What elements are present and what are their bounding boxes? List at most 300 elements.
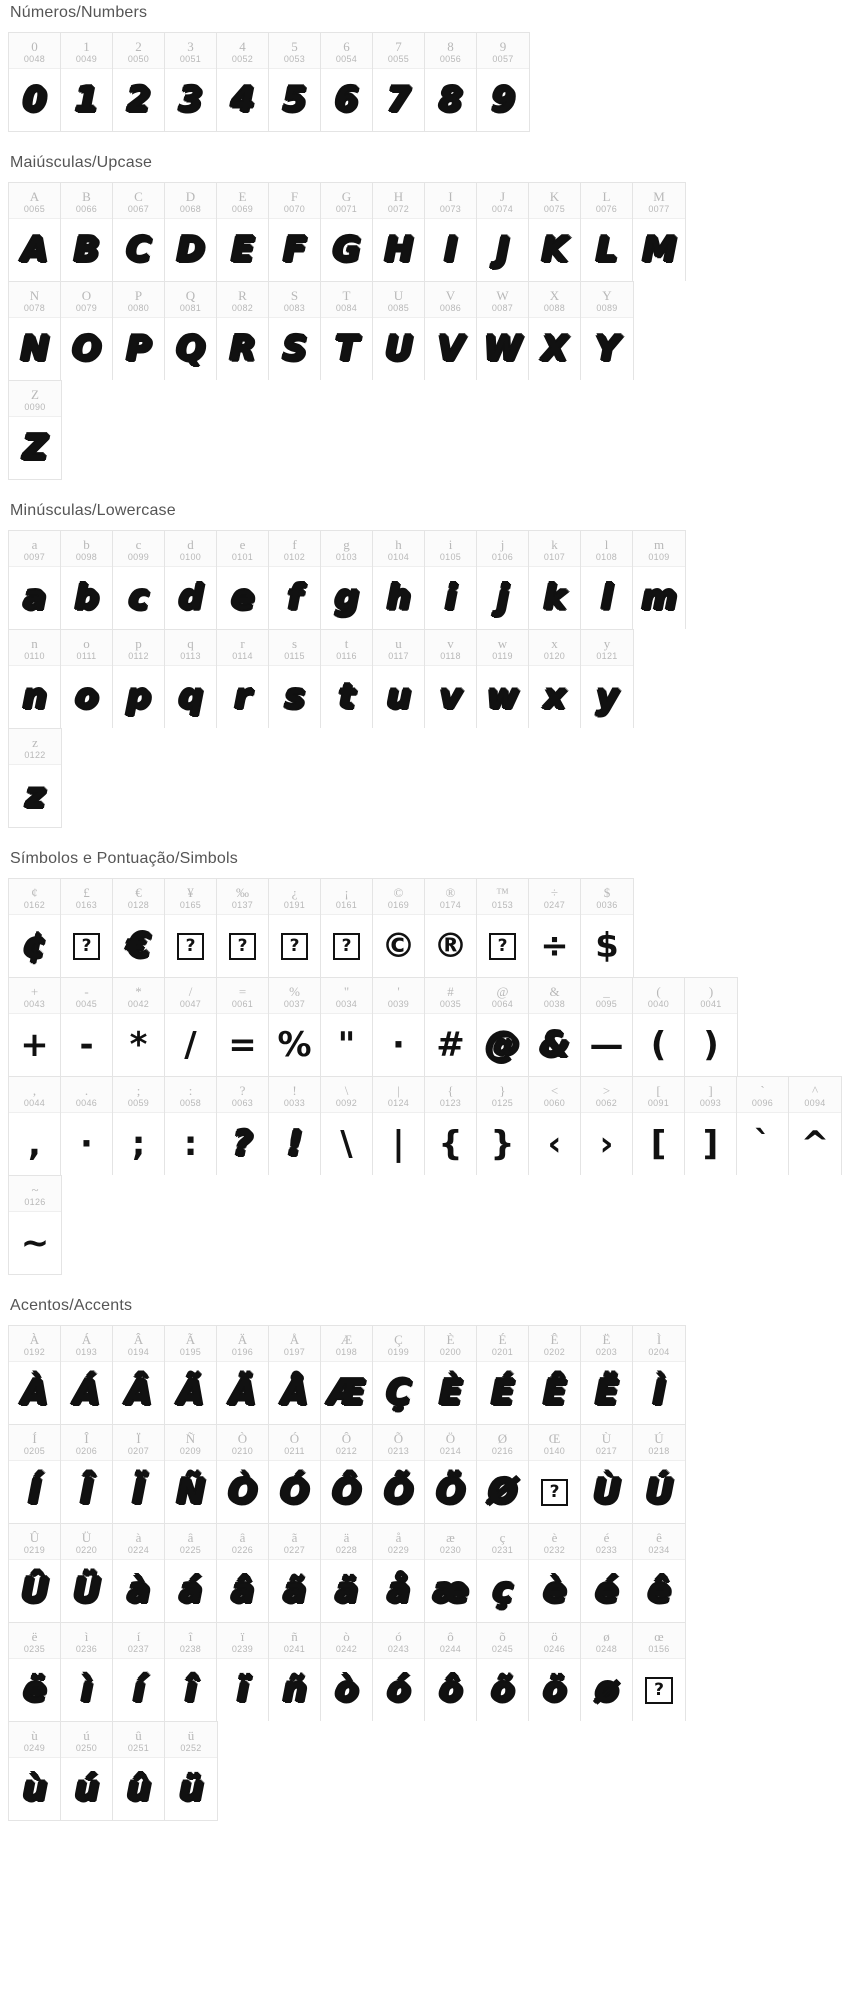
glyph-cell[interactable] — [269, 978, 321, 1076]
glyph-code-label: 0042 — [127, 998, 150, 1009]
glyph-cell[interactable] — [529, 531, 581, 629]
glyph-cell[interactable] — [477, 531, 529, 629]
glyph-cell[interactable] — [477, 879, 529, 977]
glyph-cell[interactable] — [581, 1623, 633, 1721]
glyph-cell[interactable] — [373, 978, 425, 1076]
glyph-cell-header — [9, 879, 60, 915]
glyph-cell[interactable] — [581, 183, 633, 281]
glyph-cell[interactable] — [685, 978, 737, 1076]
glyph-cell[interactable] — [165, 1524, 217, 1622]
glyph-character-label: ã — [291, 1529, 298, 1545]
glyph-cell[interactable] — [9, 531, 61, 629]
glyph-cell[interactable] — [477, 1077, 529, 1175]
glyph-cell[interactable] — [529, 1623, 581, 1721]
glyph-cell[interactable] — [61, 1425, 113, 1523]
glyph-cell[interactable] — [217, 1623, 269, 1721]
glyph-preview: ì — [81, 1670, 92, 1710]
glyph-character-label: { — [447, 1082, 454, 1098]
glyph-cell[interactable] — [61, 879, 113, 977]
glyph-code-label: 0198 — [335, 1346, 358, 1357]
glyph-code-label: 0156 — [648, 1643, 670, 1654]
glyph-cell-header — [373, 1524, 424, 1560]
glyph-character-label: ¥ — [187, 884, 194, 900]
glyph-cell[interactable] — [529, 1077, 581, 1175]
glyph-character-label: 1 — [83, 38, 90, 54]
glyph-cell[interactable] — [425, 1425, 477, 1523]
glyph-preview: ò — [335, 1670, 358, 1710]
glyph-cell[interactable] — [373, 531, 425, 629]
glyph-cell[interactable] — [737, 1077, 789, 1175]
glyph-cell[interactable] — [529, 282, 581, 380]
glyph-cell[interactable] — [373, 1524, 425, 1622]
glyph-cell[interactable] — [165, 183, 217, 281]
glyph-cell[interactable] — [113, 531, 165, 629]
glyph-cell[interactable] — [61, 1722, 113, 1820]
glyph-preview: Ö — [436, 1472, 465, 1512]
glyph-character-label: / — [188, 983, 193, 999]
glyph-cell[interactable] — [217, 33, 269, 131]
glyph-code-label: 0037 — [283, 998, 306, 1009]
glyph-cell[interactable] — [269, 183, 321, 281]
glyph-code-label: 0137 — [231, 899, 254, 910]
charmap-section — [0, 846, 830, 1275]
glyph-code-label: 0228 — [335, 1544, 358, 1555]
glyph-cell[interactable] — [9, 183, 61, 281]
glyph-cell[interactable] — [321, 1077, 373, 1175]
glyph-preview: O — [72, 329, 101, 369]
glyph-cell[interactable] — [113, 879, 165, 977]
glyph-cell[interactable] — [373, 33, 425, 131]
glyph-character-label: > — [602, 1082, 611, 1098]
glyph-cell[interactable] — [321, 33, 373, 131]
glyph-cell[interactable] — [529, 978, 581, 1076]
glyph-cell[interactable] — [321, 630, 373, 728]
glyph-grid — [8, 182, 722, 480]
glyph-cell[interactable] — [373, 282, 425, 380]
glyph-cell[interactable] — [217, 630, 269, 728]
glyph-cell[interactable] — [581, 531, 633, 629]
glyph-cell[interactable] — [633, 183, 685, 281]
glyph-cell[interactable] — [373, 1425, 425, 1523]
glyph-preview: è — [543, 1571, 566, 1611]
glyph-character-label: , — [32, 1082, 37, 1098]
glyph-code-label: 0169 — [387, 899, 410, 910]
glyph-cell[interactable] — [9, 1623, 61, 1721]
glyph-character-label: ' — [397, 983, 400, 999]
glyph-code-label: 0085 — [387, 302, 410, 313]
glyph-cell[interactable] — [321, 1524, 373, 1622]
glyph-preview: î — [185, 1670, 196, 1710]
glyph-cell[interactable] — [165, 1326, 217, 1424]
glyph-cell-header — [9, 729, 61, 765]
glyph-character-label: à — [135, 1529, 142, 1545]
glyph-code-label: 0236 — [75, 1643, 98, 1654]
glyph-preview: å — [387, 1571, 410, 1611]
glyph-cell[interactable] — [581, 1524, 633, 1622]
glyph-preview: Ò — [228, 1472, 257, 1512]
glyph-cell-header — [61, 183, 112, 219]
glyph-code-label: 0084 — [335, 302, 358, 313]
glyph-cell[interactable] — [269, 1326, 321, 1424]
glyph-cell[interactable] — [425, 879, 477, 977]
glyph-cell[interactable] — [477, 1623, 529, 1721]
glyph-character-label: Z — [31, 386, 39, 402]
glyph-character-label: ™ — [496, 884, 509, 900]
glyph-code-label: 0140 — [543, 1445, 566, 1456]
glyph-cell-header — [217, 1425, 268, 1461]
glyph-cell[interactable] — [581, 978, 633, 1076]
glyph-cell[interactable] — [61, 33, 113, 131]
glyph-code-label: 0205 — [23, 1445, 46, 1456]
glyph-cell[interactable] — [113, 1425, 165, 1523]
glyph-cell[interactable] — [477, 1425, 529, 1523]
glyph-cell[interactable] — [529, 1425, 581, 1523]
glyph-character-label: * — [135, 983, 142, 999]
glyph-cell[interactable] — [581, 282, 633, 380]
glyph-cell[interactable] — [373, 630, 425, 728]
glyph-cell-header — [269, 879, 320, 915]
glyph-cell-header — [737, 1077, 788, 1113]
glyph-cell[interactable] — [9, 1722, 61, 1820]
glyph-preview: ~ — [20, 1223, 50, 1263]
glyph-code-label: 0241 — [283, 1643, 306, 1654]
glyph-cell[interactable] — [425, 1623, 477, 1721]
glyph-character-label: _ — [603, 983, 610, 999]
glyph-code-label: 0194 — [127, 1346, 150, 1357]
glyph-cell[interactable] — [9, 282, 61, 380]
glyph-preview: % — [277, 1025, 312, 1065]
glyph-cell[interactable] — [477, 183, 529, 281]
glyph-preview — [269, 915, 320, 977]
glyph-character-label: j — [500, 536, 505, 552]
glyph-cell[interactable] — [373, 1623, 425, 1721]
glyph-cell[interactable] — [217, 1077, 269, 1175]
glyph-cell[interactable] — [425, 531, 477, 629]
glyph-cell-header — [165, 531, 216, 567]
glyph-cell[interactable] — [165, 630, 217, 728]
glyph-cell[interactable] — [373, 879, 425, 977]
glyph-cell[interactable] — [9, 1326, 61, 1424]
glyph-cell[interactable] — [477, 1326, 529, 1424]
glyph-character-label: E — [238, 188, 247, 204]
glyph-cell[interactable] — [581, 1077, 633, 1175]
glyph-cell[interactable] — [61, 531, 113, 629]
glyph-preview: 0 — [23, 80, 46, 120]
glyph-preview: I — [444, 230, 457, 270]
glyph-cell[interactable] — [425, 1524, 477, 1622]
glyph-cell-header — [321, 531, 372, 567]
glyph-cell[interactable] — [61, 1524, 113, 1622]
glyph-cell[interactable] — [165, 1077, 217, 1175]
glyph-preview: h — [386, 578, 411, 618]
glyph-preview: ë — [23, 1670, 46, 1710]
glyph-cell[interactable] — [9, 1524, 61, 1622]
glyph-cell[interactable] — [113, 1623, 165, 1721]
glyph-cell[interactable] — [321, 1623, 373, 1721]
glyph-cell[interactable] — [165, 1722, 217, 1820]
glyph-cell[interactable] — [165, 879, 217, 977]
glyph-cell-header — [9, 1176, 61, 1212]
glyph-cell[interactable] — [581, 630, 633, 728]
glyph-preview: ÷ — [540, 926, 569, 966]
glyph-cell-header — [321, 183, 372, 219]
glyph-character-label: ï — [240, 1628, 245, 1644]
glyph-character-label: 5 — [291, 38, 298, 54]
glyph-cell[interactable] — [61, 1326, 113, 1424]
glyph-character-label: Â — [133, 1331, 144, 1347]
glyph-code-label: 0243 — [387, 1643, 410, 1654]
glyph-cell[interactable] — [9, 33, 61, 131]
glyph-cell-header — [477, 630, 528, 666]
glyph-cell[interactable] — [477, 630, 529, 728]
glyph-cell[interactable] — [113, 282, 165, 380]
glyph-cell[interactable] — [581, 1425, 633, 1523]
glyph-cell[interactable] — [529, 183, 581, 281]
glyph-cell[interactable] — [217, 1524, 269, 1622]
glyph-character-label: ( — [656, 983, 661, 999]
glyph-cell-header — [113, 1425, 164, 1461]
glyph-cell-header — [113, 183, 164, 219]
glyph-cell[interactable] — [165, 1623, 217, 1721]
glyph-character-label: 9 — [499, 38, 507, 54]
glyph-cell[interactable] — [633, 1623, 685, 1721]
glyph-character-label: À — [29, 1331, 40, 1347]
glyph-code-label: 0064 — [491, 998, 514, 1009]
glyph-cell[interactable] — [113, 1077, 165, 1175]
glyph-character-label: B — [82, 188, 91, 204]
glyph-cell[interactable] — [321, 978, 373, 1076]
glyph-cell[interactable] — [9, 1425, 61, 1523]
glyph-cell[interactable] — [269, 1623, 321, 1721]
glyph-preview: ^ — [800, 1124, 830, 1164]
glyph-cell[interactable] — [321, 1326, 373, 1424]
glyph-cell[interactable] — [373, 1077, 425, 1175]
glyph-cell[interactable] — [9, 978, 61, 1076]
glyph-cell-header — [477, 879, 528, 915]
glyph-cell[interactable] — [477, 1524, 529, 1622]
glyph-cell[interactable] — [113, 1326, 165, 1424]
glyph-cell[interactable] — [269, 282, 321, 380]
glyph-cell[interactable] — [321, 531, 373, 629]
glyph-cell[interactable] — [425, 1077, 477, 1175]
glyph-cell-header — [529, 1326, 580, 1362]
glyph-cell-header — [321, 1524, 372, 1560]
glyph-code-label: 0105 — [439, 551, 462, 562]
glyph-cell[interactable] — [269, 1077, 321, 1175]
glyph-character-label: M — [653, 188, 665, 204]
glyph-cell[interactable] — [61, 183, 113, 281]
glyph-preview: C — [126, 230, 151, 270]
glyph-cell-header — [425, 282, 476, 318]
glyph-preview: ? — [233, 1124, 252, 1164]
glyph-cell[interactable] — [789, 1077, 841, 1175]
glyph-preview: Á — [73, 1373, 100, 1413]
glyph-preview: Ä — [229, 1373, 256, 1413]
glyph-code-label: 0072 — [387, 203, 410, 214]
glyph-cell[interactable] — [165, 978, 217, 1076]
glyph-cell[interactable] — [269, 1425, 321, 1523]
glyph-cell-header — [425, 183, 476, 219]
glyph-cell[interactable] — [529, 1326, 581, 1424]
glyph-code-label: 0104 — [387, 551, 410, 562]
glyph-cell[interactable] — [269, 1524, 321, 1622]
glyph-character-label: D — [185, 188, 196, 204]
glyph-preview: ] — [702, 1124, 719, 1164]
glyph-cell[interactable] — [425, 630, 477, 728]
glyph-cell[interactable] — [269, 630, 321, 728]
glyph-cell[interactable] — [113, 1524, 165, 1622]
glyph-cell[interactable] — [633, 1326, 685, 1424]
glyph-cell[interactable] — [113, 978, 165, 1076]
glyph-cell[interactable] — [217, 531, 269, 629]
glyph-code-label: 0219 — [23, 1544, 46, 1555]
glyph-code-label: 0124 — [387, 1097, 410, 1108]
glyph-preview: M — [642, 230, 676, 270]
glyph-cell[interactable] — [61, 1077, 113, 1175]
glyph-cell[interactable] — [9, 879, 61, 977]
glyph-cell[interactable] — [321, 183, 373, 281]
glyph-cell[interactable] — [321, 1425, 373, 1523]
glyph-cell[interactable] — [9, 1176, 61, 1274]
glyph-cell[interactable] — [685, 1077, 737, 1175]
glyph-cell-header — [269, 630, 320, 666]
glyph-preview: ñ — [282, 1670, 307, 1710]
glyph-preview: Ù — [593, 1472, 620, 1512]
glyph-character-label: I — [448, 188, 453, 204]
glyph-cell[interactable] — [321, 282, 373, 380]
glyph-character-label: ô — [447, 1628, 454, 1644]
glyph-code-label: 0225 — [179, 1544, 202, 1555]
glyph-cell[interactable] — [165, 531, 217, 629]
glyph-cell[interactable] — [165, 33, 217, 131]
glyph-cell[interactable] — [217, 879, 269, 977]
charmap-section — [0, 150, 730, 480]
glyph-code-label: 0039 — [387, 998, 410, 1009]
glyph-cell[interactable] — [529, 630, 581, 728]
glyph-character-label: í — [136, 1628, 141, 1644]
glyph-cell[interactable] — [425, 1326, 477, 1424]
glyph-preview: s — [284, 677, 305, 717]
glyph-cell[interactable] — [633, 1425, 685, 1523]
glyph-cell[interactable] — [477, 282, 529, 380]
glyph-cell[interactable] — [373, 1326, 425, 1424]
glyph-code-label: 0058 — [179, 1097, 202, 1108]
glyph-code-label: 0237 — [127, 1643, 150, 1654]
glyph-character-label: Ô — [341, 1430, 352, 1446]
glyph-preview: p — [126, 677, 151, 717]
glyph-character-label: . — [84, 1082, 89, 1098]
glyph-cell[interactable] — [217, 282, 269, 380]
glyph-cell[interactable] — [529, 1524, 581, 1622]
glyph-character-label: J — [499, 188, 506, 204]
glyph-cell[interactable] — [113, 183, 165, 281]
glyph-character-label: Q — [185, 287, 196, 303]
glyph-cell-header — [217, 282, 268, 318]
glyph-cell[interactable] — [633, 1524, 685, 1622]
glyph-cell[interactable] — [425, 183, 477, 281]
glyph-cell[interactable] — [113, 1722, 165, 1820]
glyph-cell[interactable] — [217, 1425, 269, 1523]
glyph-cell[interactable] — [165, 1425, 217, 1523]
glyph-cell-header — [373, 1077, 424, 1113]
glyph-character-label: Ø — [497, 1430, 508, 1446]
glyph-cell-header — [61, 33, 112, 69]
glyph-cell-header — [373, 1425, 424, 1461]
glyph-cell[interactable] — [9, 630, 61, 728]
glyph-cell[interactable] — [529, 879, 581, 977]
glyph-cell[interactable] — [217, 1326, 269, 1424]
glyph-cell[interactable] — [217, 978, 269, 1076]
glyph-code-label: 0040 — [647, 998, 670, 1009]
glyph-cell[interactable] — [321, 879, 373, 977]
glyph-row — [8, 380, 62, 480]
glyph-character-label: Õ — [393, 1430, 404, 1446]
glyph-code-label: 0213 — [387, 1445, 410, 1456]
glyph-cell[interactable] — [165, 282, 217, 380]
glyph-cell[interactable] — [425, 282, 477, 380]
glyph-code-label: 0209 — [179, 1445, 202, 1456]
glyph-cell[interactable] — [61, 978, 113, 1076]
glyph-preview: z — [25, 776, 45, 816]
glyph-cell-header — [321, 978, 372, 1014]
glyph-cell-header — [321, 1326, 372, 1362]
glyph-cell-header — [61, 1326, 112, 1362]
glyph-code-label: 0036 — [596, 899, 618, 910]
glyph-cell-header — [269, 1623, 320, 1659]
glyph-cell[interactable] — [113, 33, 165, 131]
glyph-cell[interactable] — [633, 1077, 685, 1175]
glyph-cell[interactable] — [269, 879, 321, 977]
glyph-cell[interactable] — [633, 531, 685, 629]
glyph-cell-header — [217, 33, 268, 69]
glyph-cell[interactable] — [9, 381, 61, 479]
glyph-code-label: 0051 — [179, 53, 202, 64]
glyph-cell[interactable] — [61, 630, 113, 728]
glyph-character-label: x — [551, 635, 558, 651]
glyph-character-label: T — [342, 287, 351, 303]
glyph-cell[interactable] — [633, 978, 685, 1076]
glyph-cell[interactable] — [61, 282, 113, 380]
glyph-character-label: © — [393, 884, 404, 900]
glyph-cell[interactable] — [477, 978, 529, 1076]
glyph-cell[interactable] — [425, 978, 477, 1076]
glyph-cell-header — [477, 33, 529, 69]
glyph-cell[interactable] — [425, 33, 477, 131]
glyph-cell[interactable] — [9, 1077, 61, 1175]
glyph-cell[interactable] — [217, 183, 269, 281]
glyph-cell[interactable] — [113, 630, 165, 728]
glyph-character-label: 6 — [343, 38, 350, 54]
glyph-cell[interactable] — [373, 183, 425, 281]
glyph-cell-header — [61, 1722, 112, 1758]
glyph-row — [8, 1523, 686, 1622]
glyph-character-label: ` — [760, 1082, 765, 1098]
glyph-grid — [8, 878, 830, 1275]
glyph-character-label: Ï — [136, 1430, 141, 1446]
glyph-cell[interactable] — [477, 33, 529, 131]
glyph-preview: q — [178, 677, 203, 717]
glyph-cell[interactable] — [269, 33, 321, 131]
glyph-cell[interactable] — [9, 729, 61, 827]
glyph-cell[interactable] — [269, 531, 321, 629]
glyph-character-label: i — [448, 536, 453, 552]
glyph-preview — [321, 915, 372, 977]
glyph-cell[interactable] — [581, 879, 633, 977]
glyph-code-label: 0096 — [751, 1097, 774, 1108]
glyph-cell[interactable] — [61, 1623, 113, 1721]
glyph-row — [8, 629, 634, 728]
glyph-cell[interactable] — [581, 1326, 633, 1424]
